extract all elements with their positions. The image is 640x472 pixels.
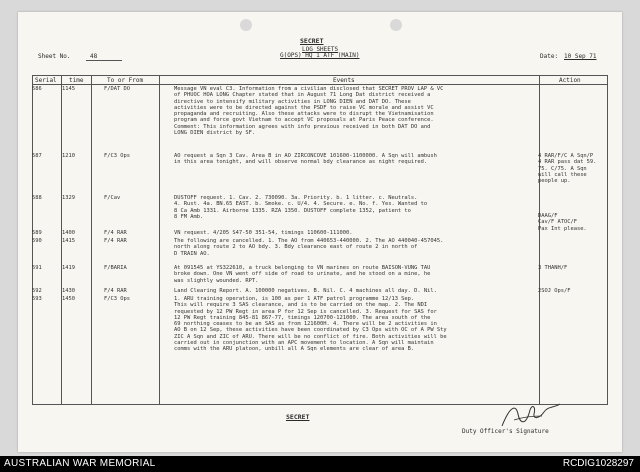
sheet-number: 48 <box>90 53 98 60</box>
column-header-serial: Serial <box>35 77 57 84</box>
row-events: DUSTOFF request. 1. Cav. 2. 730090. 3a. Priority. b. 1 litter. c. Neutrals. 4. Rust. 4a. BN.65 EAST. b. Smoke. c. U/4. 4. Secure. e. No. f. Yes. Wanted to 8 Ca Amb 1331. Airborne 1335. RZA 1350. DUSTOFF complete 1352, patient to 8 FM Amb. <box>174 195 428 220</box>
column-header-to-from: To or From <box>107 77 144 84</box>
row-serial: 587 <box>32 153 42 159</box>
row-events: Land Clearing Report. A. 100000 negatives. B. Nil. C. 4 machines all day. D. Nil. <box>174 288 437 294</box>
punch-hole <box>240 19 252 31</box>
row-time: 1419 <box>62 265 75 271</box>
row-time: 1145 <box>62 86 75 92</box>
date-label: Date: <box>540 53 559 60</box>
row-to-from: F/4 RAR <box>104 288 127 294</box>
row-events: At 091545 at YS322610, a truck belonging to VN marines on route BAISON-VUNG TAU broke down. One VN went off side of road to urinate, and he stood on a mine, he was slightly wounded. RPT. <box>174 265 431 284</box>
log-title: LOG SHEETS <box>302 46 339 53</box>
column-rule <box>539 76 540 404</box>
row-time: 1430 <box>62 288 75 294</box>
row-time: 1329 <box>62 195 75 201</box>
row-serial: 588 <box>32 195 42 201</box>
column-header-action: Action <box>559 77 581 84</box>
row-serial: 586 <box>32 86 42 92</box>
row-time: 1415 <box>62 238 75 244</box>
row-to-from: F/4 RAR <box>104 230 127 236</box>
row-action: 3 THANH/F <box>538 265 568 271</box>
header-classification: SECRET <box>300 37 324 45</box>
punch-hole <box>390 19 402 31</box>
column-rule <box>159 76 160 404</box>
row-serial: 591 <box>32 265 42 271</box>
column-header-events: Events <box>333 77 355 84</box>
row-events: 1. ARU training operation, is 100 as per 1 ATF patrol programme 12/13 Sep. This will require 3 SAS clearance, and is to be carried on the map. 2. The NDI requested by 12 PW Regt in area P for 12 Sep is cancelled. 3. Request for SAS for 12 PW Regt training 845-81 867-77, timings 120700-121000. The area south of the 69 northing ceases to be an SAS as from 121600H. 4. There will be 2 activities in AO B on 12 Sep, these activities have been coordinated by C3 Ops with OC of A PW Sty ZIC A Sqn and ZIC of ARU. There will be no conflict of fire. Both activities will be carried out in conjunction with an APC movement to location. A Sqn will maintain comms with the ARU platoon, unbill all A Sqn elements are clear of area B. <box>174 296 447 353</box>
unit-title: G(OPS) HQ 1 ATF (MAIN) <box>280 52 360 59</box>
handwritten-signature <box>496 400 566 430</box>
row-time: 1210 <box>62 153 75 159</box>
row-action: 2SOJ Ops/F <box>538 288 571 294</box>
footer-classification: SECRET <box>286 413 310 421</box>
row-to-from: F/BARIA <box>104 265 127 271</box>
row-to-from: F/C3 Ops <box>104 153 130 159</box>
archive-footer-bar <box>0 456 640 472</box>
row-time: 1450 <box>62 296 75 302</box>
log-sheet-page <box>18 12 622 452</box>
date-value: 10 Sep 71 <box>564 53 597 60</box>
row-events: The following are cancelled. 1. The AO from 440653-440000. 2. The AO 440040-457045. north along route 2 to AO bdy. 3. Bdy clearance east of route 2 in north of D TRAIN AO. <box>174 238 444 257</box>
sheet-number-underline <box>86 60 122 61</box>
row-serial: 593 <box>32 296 42 302</box>
row-to-from: F/Cav <box>104 195 121 201</box>
row-serial: 590 <box>32 238 42 244</box>
archive-institution: AUSTRALIAN WAR MEMORIAL <box>4 458 156 469</box>
sheet-number-label: Sheet No. <box>38 53 71 60</box>
column-rule <box>91 76 92 404</box>
header-rule <box>33 84 607 85</box>
row-time: 1400 <box>62 230 75 236</box>
row-to-from: F/C3 Ops <box>104 296 130 302</box>
row-to-from: F/4 RAR <box>104 238 127 244</box>
row-serial: 589 <box>32 230 42 236</box>
row-action: DAAG/F Cav/F ATOC/F Pax Int please. <box>538 213 587 232</box>
row-serial: 592 <box>32 288 42 294</box>
row-events: Message VN eval C3. Information from a civilian disclosed that SECRET PROV LAP & VC of PHUOC HOA LONG Chapter stated that in August 71 Long Dat district received a directive to intensify military activities in LONG DIEN and DAT DO. These activities were to be directed against the PSDF to raise VC morale and assist VC propaganda and recruiting. Also these attacks were to disrupt the Vietnamisation program and force govt Vietnam to accept VC proposals at Paris Peace conference. Comment: This information agrees with info previous received in both DAT DO and LONG DIEN district by SF. <box>174 86 444 137</box>
column-header-time: time <box>69 77 84 84</box>
row-events: AO request a Sqn 3 Cav. Area B in AO ZIRCONCOVE 101600-1100000. A Sqn will ambush in this area tonight, and will observe normal bdy clearance as night required. <box>174 153 437 166</box>
duty-officer-signature-label: Duty Officer's Signature <box>462 428 549 435</box>
row-to-from: F/DAT DO <box>104 86 130 92</box>
row-events: VN request. 4/205 S47-50 351-54, timings 110600-111000. <box>174 230 353 236</box>
archive-reference: RCDIG1028297 <box>562 458 634 469</box>
row-action: 4 RAR/F/C A Sqn/P 4 RAR pass dat 59. 75. C/75. A Sqn will call these people up. <box>538 153 597 185</box>
